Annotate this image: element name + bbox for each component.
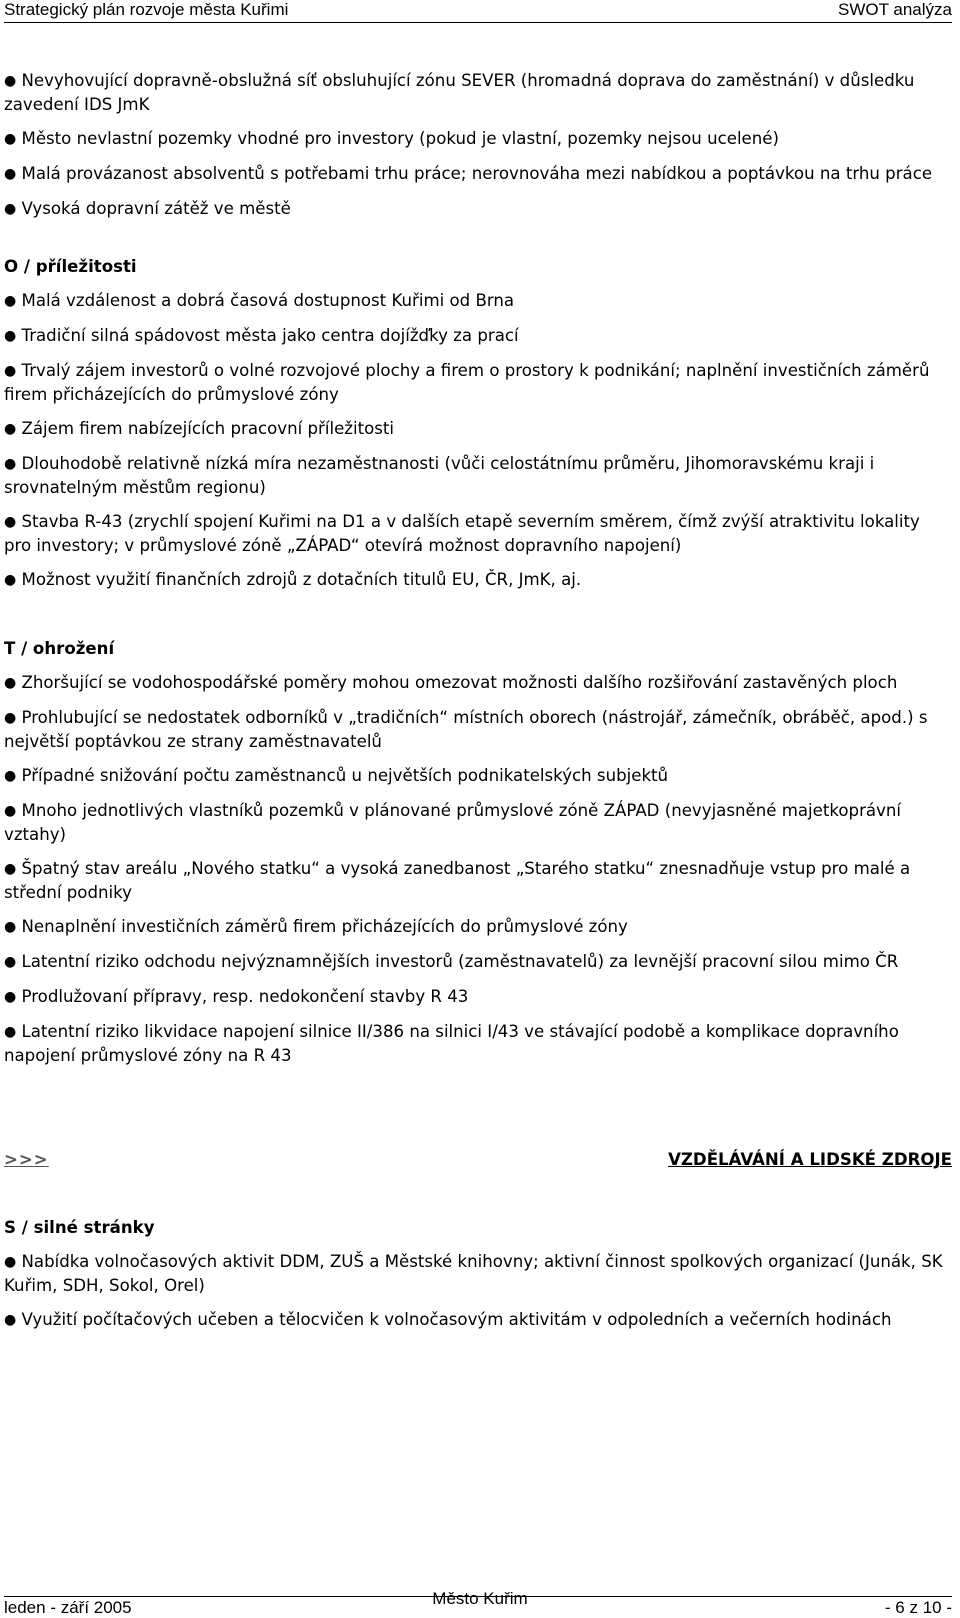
list-item: ● Mnoho jednotlivých vlastníků pozemků v plánované průmyslové zóně ZÁPAD (nevyjasněné majetkoprávní vztahy) (4, 801, 902, 844)
page-footer (4, 1596, 952, 1618)
footer-organization: Město Kuřim (432, 1589, 528, 1608)
list-item: ● Vysoká dopravní zátěž ve městě (4, 199, 291, 218)
list-item: ● Tradiční silná spádovost města jako centra dojížďky za prací (4, 326, 519, 345)
list-item: ● Dlouhodobě relativně nízká míra nezaměstnanosti (vůči celostátnímu průměru, Jihomoravskému kraji i srovnatelným městům regionu) (4, 454, 875, 497)
list-item: ● Špatný stav areálu „Nového statku“ a vysoká zanedbanost „Starého statku“ znesnadňuje vstup pro malé a střední podniky (4, 859, 911, 902)
list-item: ● Nenaplnění investičních záměrů firem přicházejících do průmyslové zóny (4, 917, 628, 936)
bullet-icon: ● (4, 989, 17, 1005)
list-item: ● Latentní riziko odchodu nejvýznamnějších investorů (zaměstnavatelů) za levnější pracovní silou mimo ČR (4, 952, 899, 971)
list-item: ● Prodlužovaní přípravy, resp. nedokončení stavby R 43 (4, 987, 469, 1006)
section-title-row (4, 1148, 952, 1171)
bullet-icon: ● (4, 803, 17, 819)
document-body (4, 69, 952, 1332)
bullet-icon: ● (4, 1024, 17, 1040)
bullet-icon: ● (4, 514, 17, 530)
list-item: ● Zájem firem nabízejících pracovní příležitosti (4, 419, 395, 438)
bullet-icon: ● (4, 166, 17, 182)
list-item: ● Využití počítačových učeben a tělocvičen k volnočasovým aktivitám v odpoledních a večerních hodinách (4, 1310, 892, 1329)
header-section-name: SWOT analýza (837, 0, 952, 19)
bullet-icon: ● (4, 1254, 17, 1270)
bullet-icon: ● (4, 954, 17, 970)
bullet-icon: ● (4, 131, 17, 147)
section-title: VZDĚLÁVÁNÍ A LIDSKÉ ZDROJE (668, 1150, 952, 1169)
bullet-icon: ● (4, 919, 17, 935)
list-item: ● Malá provázanost absolventů s potřebami trhu práce; nerovnováha mezi nabídkou a poptávkou na trhu práce (4, 164, 933, 183)
list-item: ● Nabídka volnočasových aktivit DDM, ZUŠ a Městské knihovny; aktivní činnost spolkových organizací (Junák, SK Kuřim, SDH, Sokol, Orel) (4, 1252, 943, 1295)
bullet-icon: ● (4, 456, 17, 472)
list-item: ● Zhoršující se vodohospodářské poměry mohou omezovat možnosti dalšího rozšiřování zastavěných ploch (4, 673, 898, 692)
bullet-icon: ● (4, 328, 17, 344)
list-item: ● Trvalý zájem investorů o volné rozvojové plochy a firem o prostory k podnikání; naplnění investičních záměrů firem přicházejících do průmyslové zóny (4, 361, 930, 404)
bullet-icon: ● (4, 675, 17, 691)
list-item: ● Latentní riziko likvidace napojení silnice II/386 na silnici I/43 ve stávající podobě a komplikace dopravního napojení průmyslové zóny na R 43 (4, 1022, 899, 1065)
list-item: ● Malá vzdálenost a dobrá časová dostupnost Kuřimi od Brna (4, 291, 515, 310)
opportunities-heading: O / příležitosti (4, 257, 137, 276)
list-item: ● Stavba R-43 (zrychlí spojení Kuřimi na D1 a v dalších etapě severním směrem, čímž zvýší atraktivitu lokality pro investory; v průmyslové zóně „ZÁPAD“ otevírá možnost dopravního napojení) (4, 512, 920, 555)
section-arrows-link[interactable]: >>> (4, 1150, 49, 1169)
bullet-icon: ● (4, 73, 17, 89)
list-item: ● Možnost využití finančních zdrojů z dotačních titulů EU, ČR, JmK, aj. (4, 570, 582, 589)
bullet-icon: ● (4, 293, 17, 309)
bullet-icon: ● (4, 861, 17, 877)
page-header (4, 0, 952, 23)
bullet-icon: ● (4, 768, 17, 784)
strengths-heading: S / silné stránky (4, 1218, 155, 1237)
footer-date: leden - září 2005 (4, 1598, 132, 1617)
bullet-icon: ● (4, 201, 17, 217)
bullet-icon: ● (4, 421, 17, 437)
header-document-title: Strategický plán rozvoje města Kuřimi (4, 0, 289, 19)
bullet-icon: ● (4, 1312, 17, 1328)
bullet-icon: ● (4, 572, 17, 588)
bullet-icon: ● (4, 363, 17, 379)
list-item: ● Prohlubující se nedostatek odborníků v „tradičních“ místních oborech (nástrojář, zámečník, obráběč, apod.) s největší poptávkou ze strany zaměstnavatelů (4, 708, 928, 751)
threats-heading: T / ohrožení (4, 639, 115, 658)
list-item: ● Nevyhovující dopravně-obslužná síť obsluhující zónu SEVER (hromadná doprava do zaměstnání) v důsledku zavedení IDS JmK (4, 71, 915, 114)
list-item: ● Město nevlastní pozemky vhodné pro investory (pokud je vlastní, pozemky nejsou ucelené) (4, 129, 779, 148)
bullet-icon: ● (4, 710, 17, 726)
page-number: - 6 z 10 - (884, 1598, 952, 1617)
list-item: ● Případné snižování počtu zaměstnanců u největších podnikatelských subjektů (4, 766, 669, 785)
